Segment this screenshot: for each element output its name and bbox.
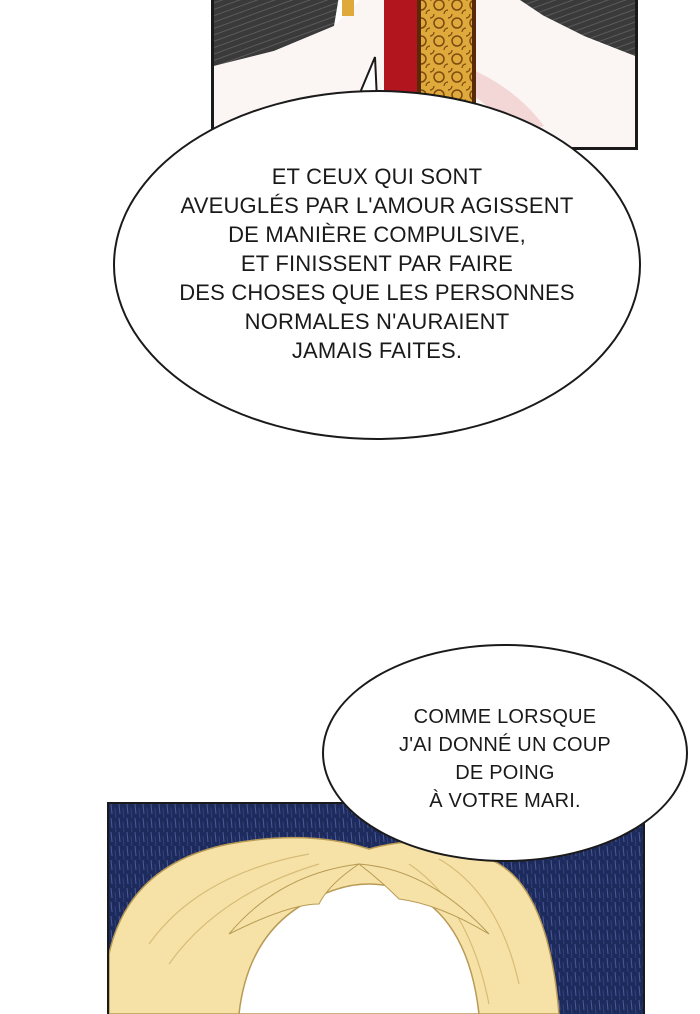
speech-bubble-1-text: ET CEUX QUI SONT AVEUGLÉS PAR L'AMOUR AGISSENT DE MANIÈRE COMPULSIVE, ET FINISSENT PAR FAIRE DES CHOSES QUE LES PERSONNES NORMALES N'AURAIENT JAMAIS FAITES.: [179, 163, 575, 363]
speech-bubble-1: [113, 90, 641, 440]
speech-bubble-2-text: COMME LORSQUE J'AI DONNÉ UN COUP DE POING À VOTRE MARI.: [399, 706, 611, 812]
gold-ornament: [419, 0, 474, 108]
speech-bubble-2: [322, 644, 688, 862]
